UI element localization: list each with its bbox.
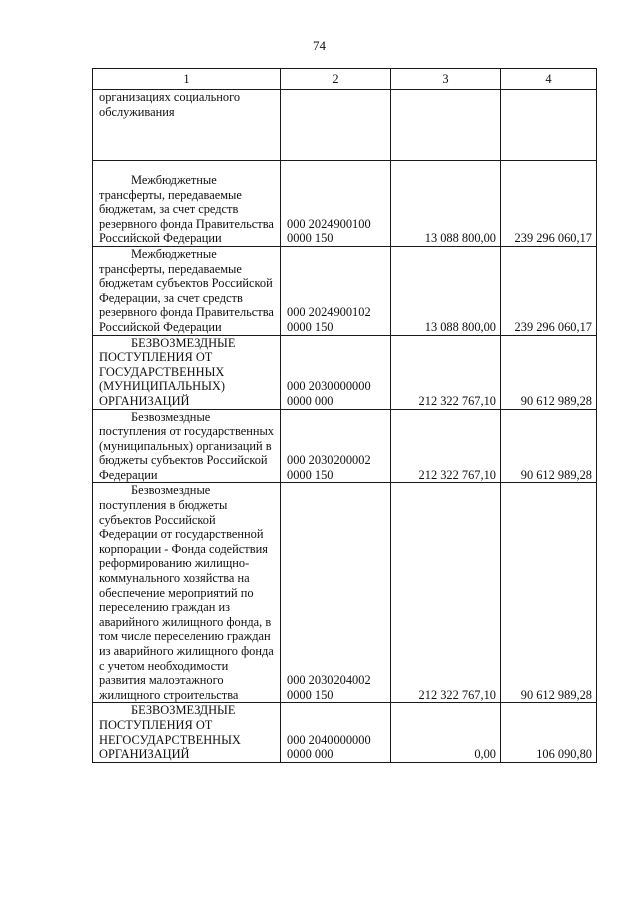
row-value-col4 [501,90,597,161]
row-name: Безвозмездные поступления от государственных (муниципальных) организаций в бюджеты субъектов Российской Федерации [93,409,281,483]
row-value-col4: 239 296 060,17 [501,161,597,247]
row-name: Межбюджетные трансферты, передаваемые бюджетам, за счет средств резервного фонда Правительства Российской Федерации [93,161,281,247]
table-row [93,703,597,762]
row-value-col4: 90 612 989,28 [501,335,597,409]
row-value-col3 [391,90,501,161]
row-code: 000 2030000000 0000 000 [281,335,391,409]
row-name: организациях социального обслуживания [93,90,281,161]
table-row [93,335,597,409]
row-code [281,90,391,161]
row-value-col4: 90 612 989,28 [501,483,597,703]
row-name: БЕЗВОЗМЕЗДНЫЕ ПОСТУПЛЕНИЯ ОТ ГОСУДАРСТВЕННЫХ (МУНИЦИПАЛЬНЫХ) ОРГАНИЗАЦИЙ [93,335,281,409]
row-value-col4: 106 090,80 [501,703,597,762]
row-code: 000 2024900102 0000 150 [281,246,391,335]
row-value-col3: 212 322 767,10 [391,483,501,703]
table-row [93,409,597,483]
page-number: 74 [313,38,326,53]
row-value-col3: 13 088 800,00 [391,161,501,247]
row-value-col3: 212 322 767,10 [391,335,501,409]
table-row [93,90,597,161]
row-code: 000 2024900100 0000 150 [281,161,391,247]
row-value-col3: 212 322 767,10 [391,409,501,483]
row-name: Безвозмездные поступления в бюджеты субъектов Российской Федерации от государственной корпорации - Фонда содействия реформированию жилищно-коммунального хозяйства на обеспечение мероприятий по переселению граждан из аварийного жилищного фонда, в том числе переселению граждан из аварийного жилищного фонда с учетом необходимости развития малоэтажного жилищного строительства [93,483,281,703]
column-header-2: 2 [281,69,391,90]
table-row [93,161,597,247]
row-code: 000 2030204002 0000 150 [281,483,391,703]
row-value-col3: 13 088 800,00 [391,246,501,335]
table-header-row [93,69,597,90]
table-row [93,483,597,703]
row-code: 000 2040000000 0000 000 [281,703,391,762]
row-value-col4: 239 296 060,17 [501,246,597,335]
row-code: 000 2030200002 0000 150 [281,409,391,483]
column-header-1: 1 [93,69,281,90]
revenue-table [92,68,597,763]
column-header-4: 4 [501,69,597,90]
row-name: БЕЗВОЗМЕЗДНЫЕ ПОСТУПЛЕНИЯ ОТ НЕГОСУДАРСТВЕННЫХ ОРГАНИЗАЦИЙ [93,703,281,762]
row-value-col4: 90 612 989,28 [501,409,597,483]
table-row [93,246,597,335]
column-header-3: 3 [391,69,501,90]
row-value-col3: 0,00 [391,703,501,762]
row-name: Межбюджетные трансферты, передаваемые бюджетам субъектов Российской Федерации, за счет средств резервного фонда Правительства Российской Федерации [93,246,281,335]
